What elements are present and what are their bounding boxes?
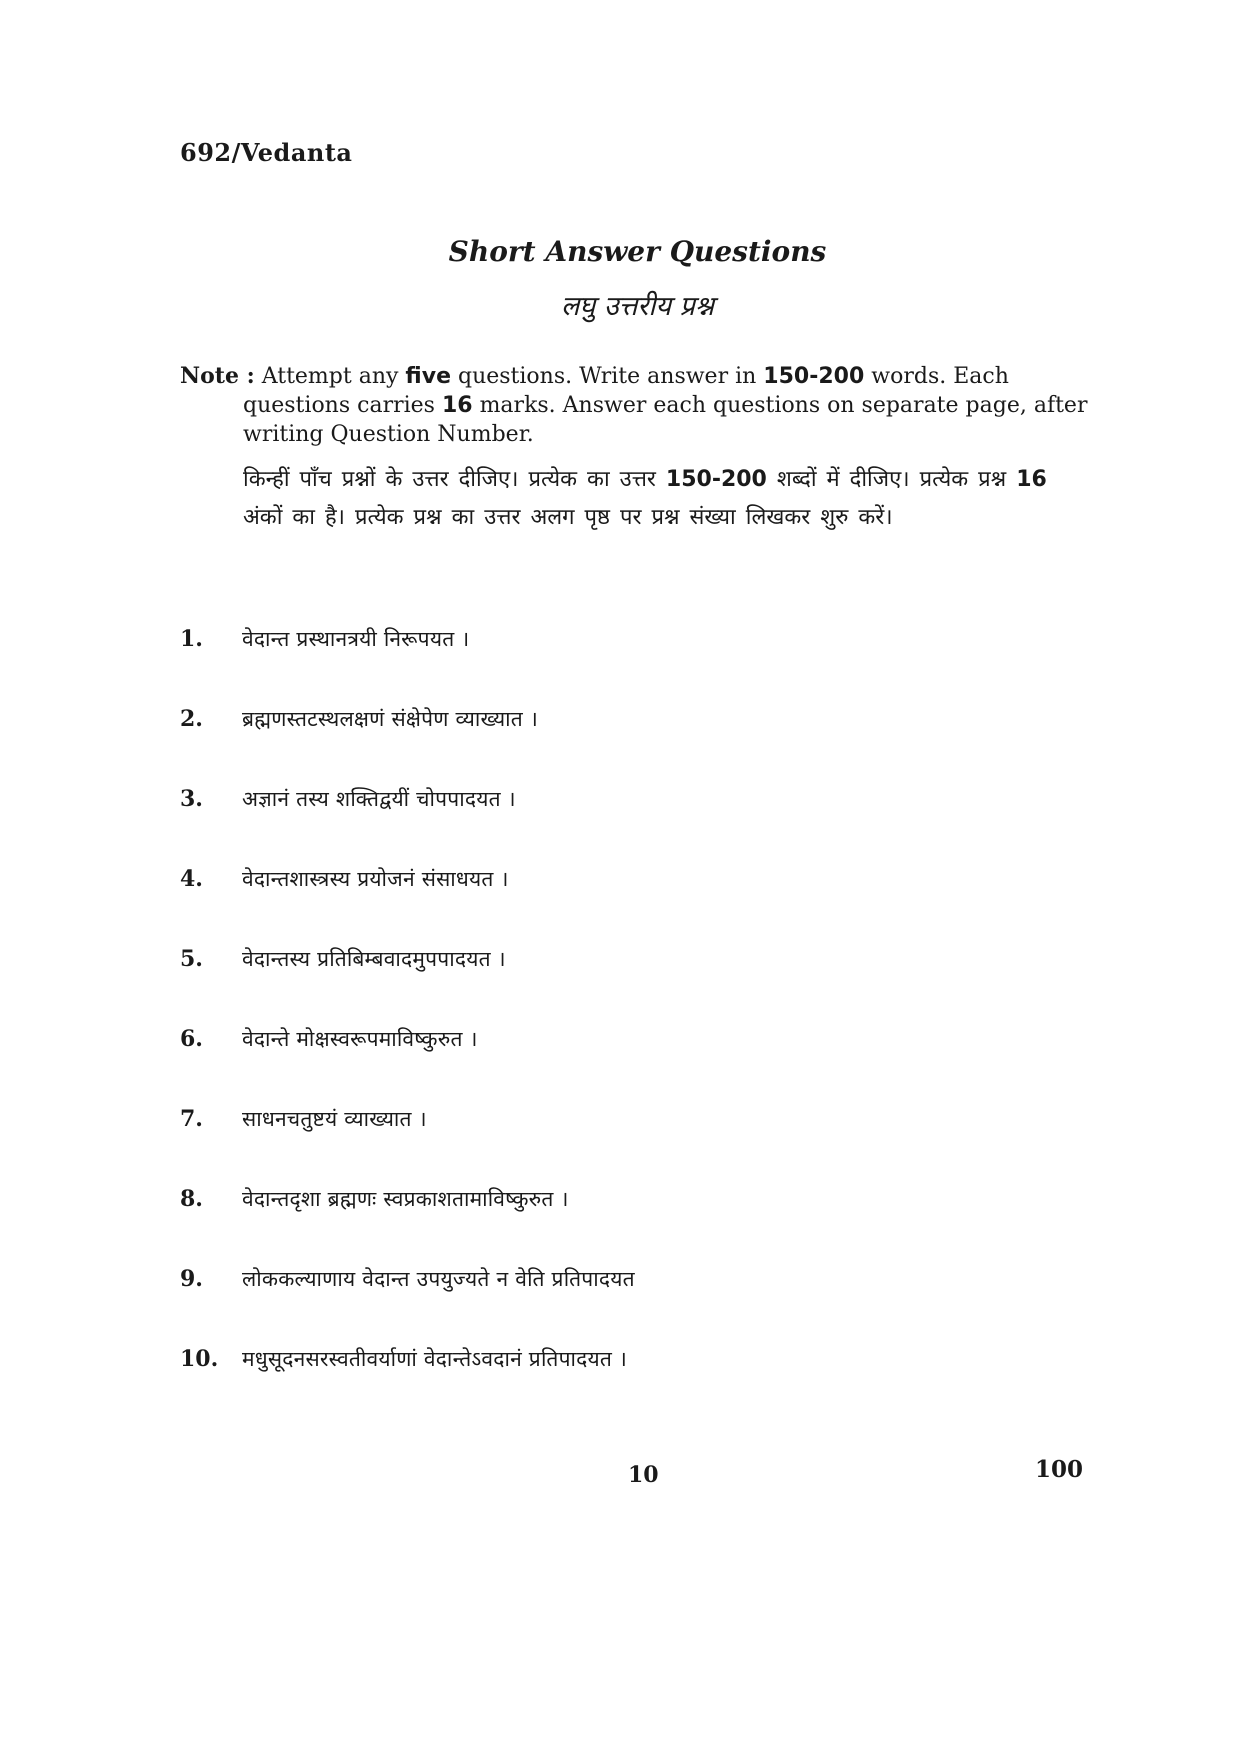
question-number: 10. — [180, 1346, 219, 1372]
question-text: ब्रह्मणस्तटस्थलक्षणं संक्षेपेण व्याख्यात । — [242, 707, 538, 731]
question-number: 9. — [180, 1266, 203, 1292]
note-text: marks. Answer each questions on separate page, after writing Question Number. — [243, 393, 1088, 447]
note-hindi — [243, 461, 1092, 537]
note-emphasis: five — [405, 364, 451, 389]
question-text: वेदान्तशास्त्रस्य प्रयोजनं संसाधयत । — [242, 867, 509, 891]
note-emphasis: 150-200 — [763, 364, 865, 389]
question-text: वेदान्त प्रस्थानत्रयी निरूपयत । — [242, 627, 470, 651]
note-emphasis: 16 — [441, 393, 473, 418]
question-number: 6. — [180, 1026, 203, 1052]
instructions-note — [180, 362, 1092, 537]
question-item — [180, 865, 1080, 945]
question-number: 1. — [180, 626, 203, 652]
question-text: साधनचतुष्टयं व्याख्यात । — [242, 1107, 427, 1131]
question-item — [180, 625, 1080, 705]
question-text: अज्ञानं तस्य शक्तिद्वयीं चोपपादयत । — [242, 787, 516, 811]
note-hindi-text: अंकों का है। प्रत्येक प्रश्न का उत्तर अलग पृष्ठ पर प्रश्न संख्या लिखकर शुरु करें। — [243, 505, 893, 530]
question-item — [180, 1105, 1080, 1185]
question-number: 8. — [180, 1186, 203, 1212]
question-list — [180, 625, 1080, 1425]
note-hindi-text: शब्दों में दीजिए। प्रत्येक प्रश्न — [766, 467, 1017, 492]
question-number: 5. — [180, 946, 203, 972]
note-text: words. Each questions carries — [243, 364, 1009, 418]
question-item — [180, 785, 1080, 865]
question-item — [180, 1265, 1080, 1345]
note-hindi-emphasis: 150-200 — [665, 467, 767, 492]
question-number: 3. — [180, 786, 203, 812]
section-title: Short Answer Questions — [448, 235, 827, 268]
question-number: 7. — [180, 1106, 203, 1132]
page-code: 100 — [1035, 1456, 1084, 1483]
question-item — [180, 945, 1080, 1025]
question-text: लोककल्याणाय वेदान्त उपयुज्यते न वेति प्रतिपादयत — [242, 1267, 635, 1291]
question-text: वेदान्तस्य प्रतिबिम्बवादमुपपादयत । — [242, 947, 506, 971]
note-hindi-emphasis: 16 — [1016, 467, 1047, 492]
question-text: मधुसूदनसरस्वतीवर्याणां वेदान्तेऽवदानं प्रतिपादयत । — [242, 1347, 628, 1371]
page-number: 10 — [628, 1462, 659, 1488]
note-label: Note : — [180, 363, 255, 389]
note-text: questions. Write answer in — [451, 364, 764, 389]
course-code: 692/Vedanta — [180, 138, 353, 167]
question-item — [180, 1345, 1080, 1425]
section-subtitle: लघु उत्तरीय प्रश्न — [560, 291, 715, 322]
question-item — [180, 1025, 1080, 1105]
question-text: वेदान्ते मोक्षस्वरूपमाविष्कुरुत । — [242, 1027, 478, 1051]
question-item — [180, 1185, 1080, 1265]
question-item — [180, 705, 1080, 785]
note-text: Attempt any — [254, 364, 406, 389]
question-text: वेदान्तदृशा ब्रह्मणः स्वप्रकाशतामाविष्कुरुत । — [242, 1187, 569, 1211]
note-hindi-text: किन्हीं पाँच प्रश्नों के उत्तर दीजिए। प्रत्येक का उत्तर — [243, 467, 666, 492]
note-english — [180, 362, 1092, 449]
question-number: 2. — [180, 706, 203, 732]
question-number: 4. — [180, 866, 203, 892]
